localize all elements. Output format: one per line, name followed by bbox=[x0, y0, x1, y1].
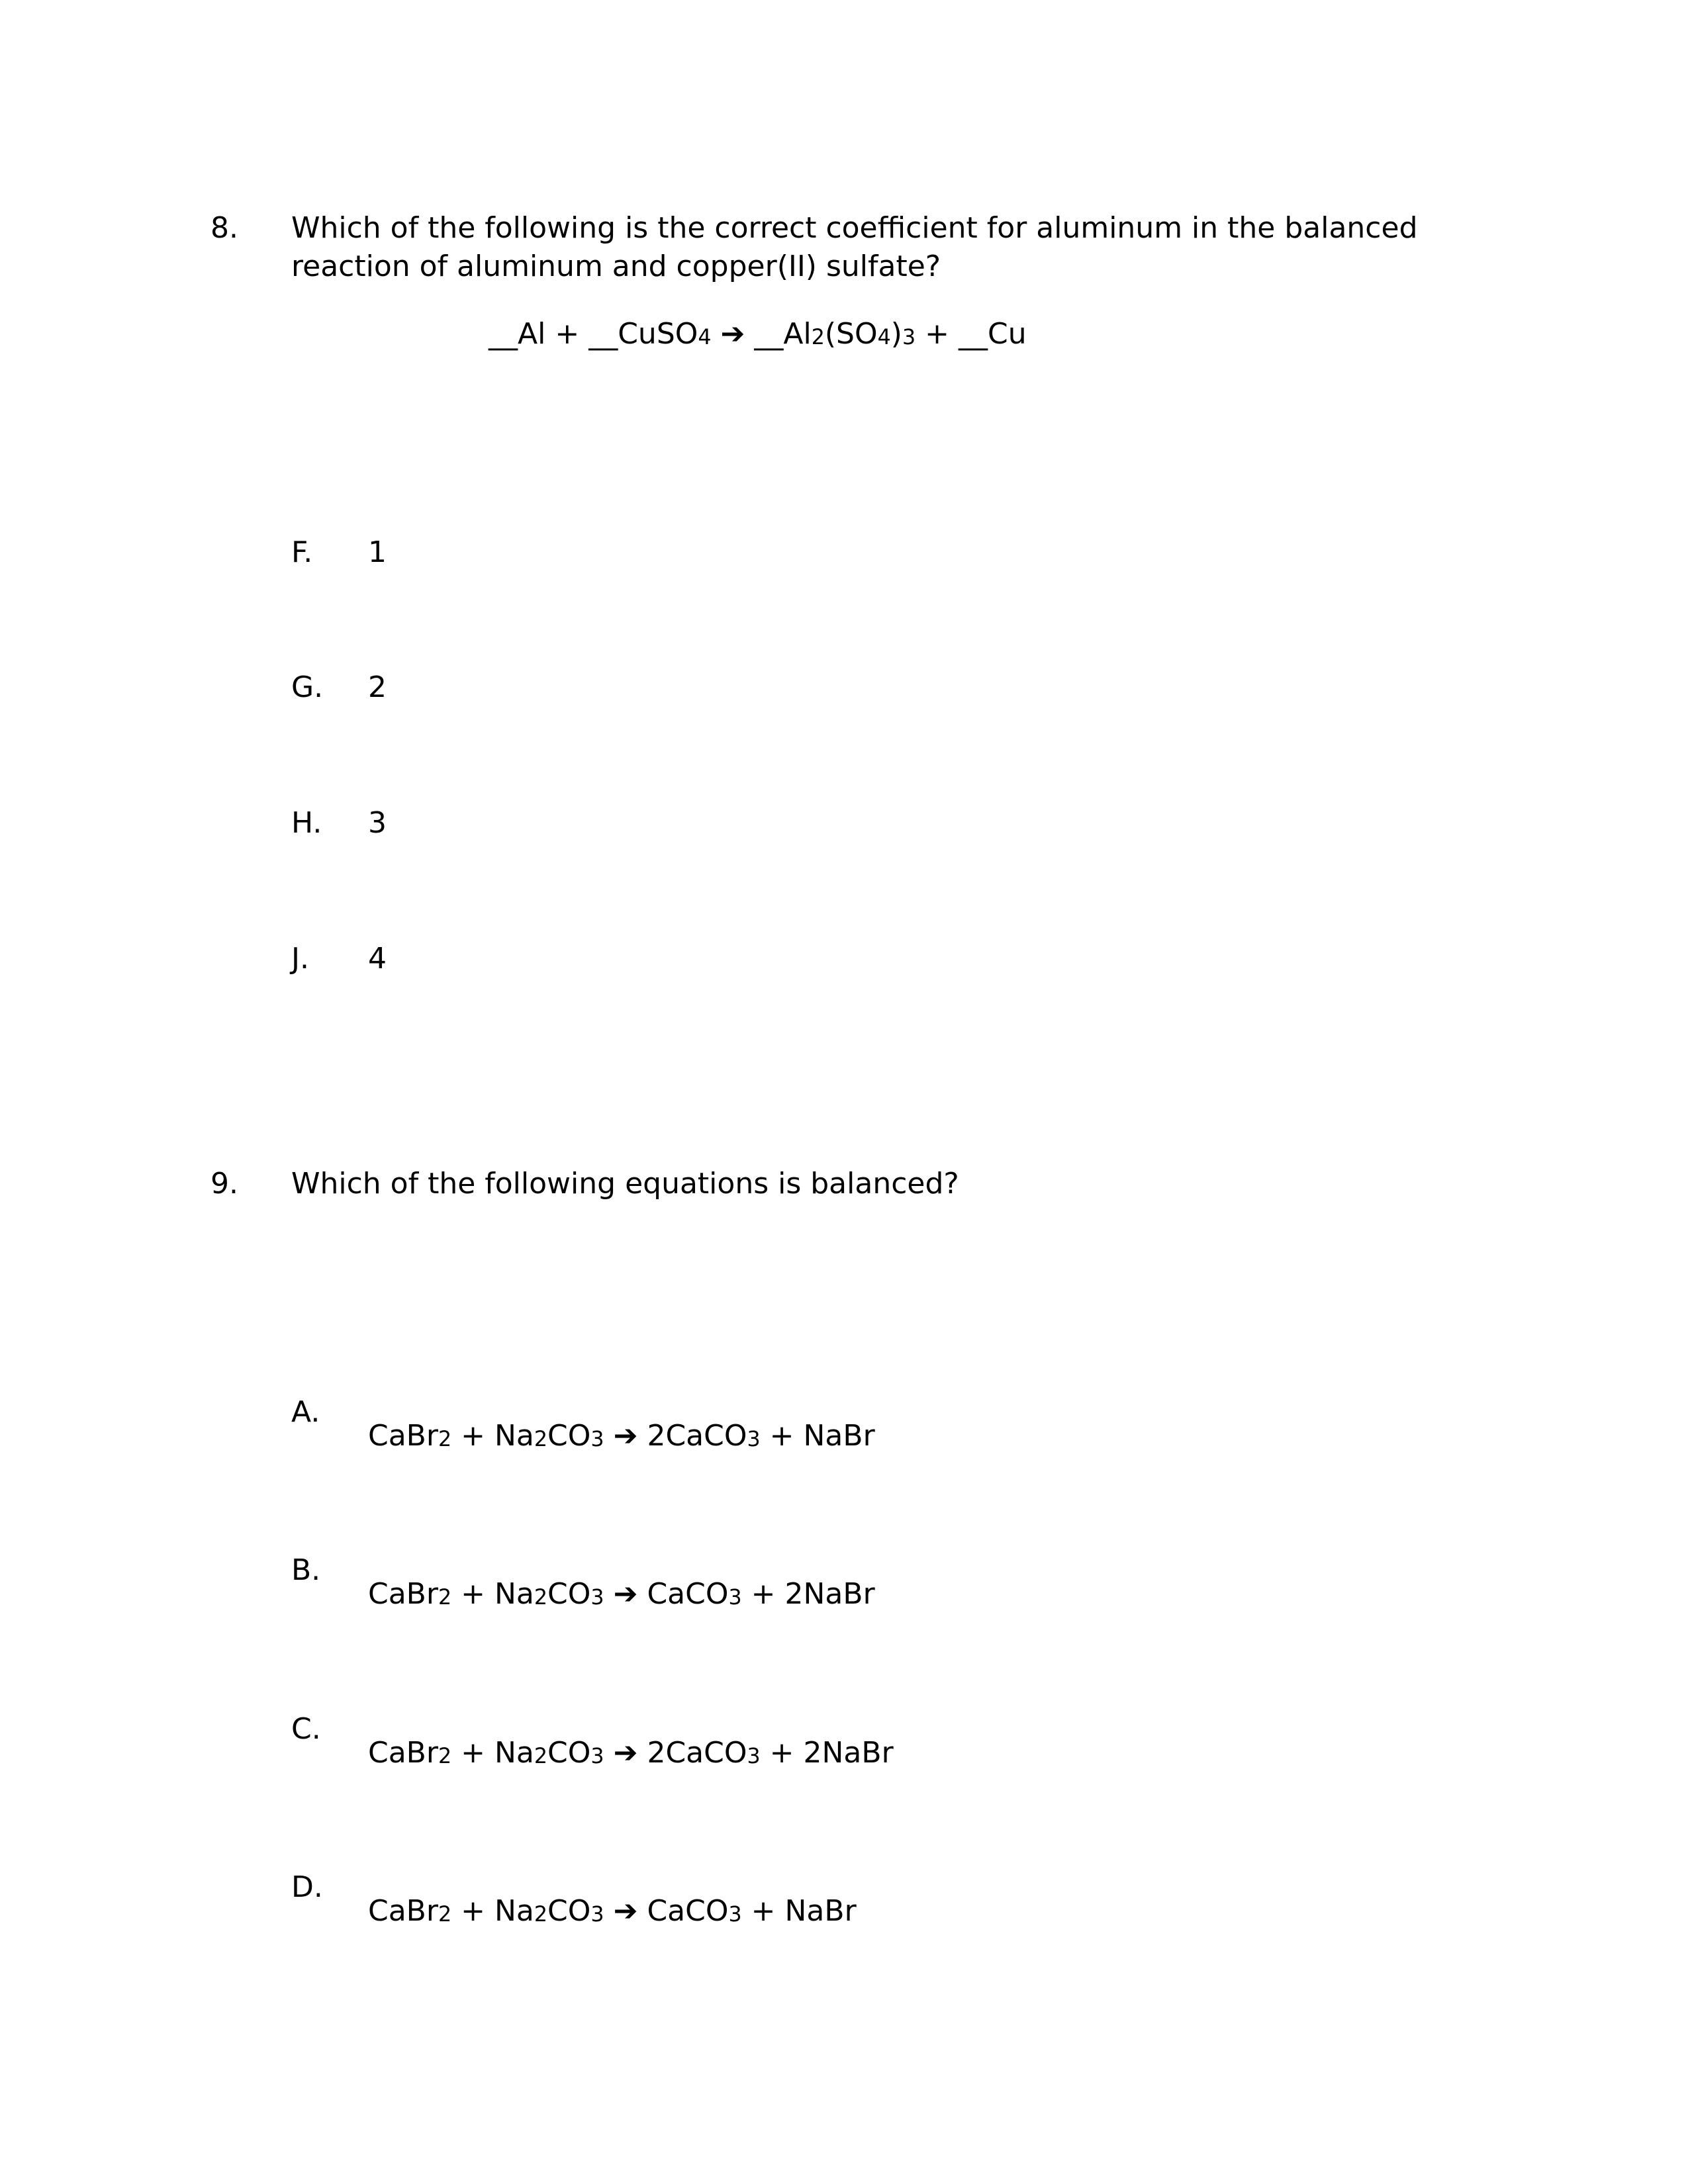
aluminum: Al bbox=[518, 317, 546, 351]
subscript: 3 bbox=[590, 1903, 604, 1927]
subscript: 2 bbox=[534, 1428, 548, 1452]
blank: __ bbox=[588, 317, 618, 351]
aluminum-sulfate: Al bbox=[783, 317, 812, 351]
subscript: 2 bbox=[534, 1586, 548, 1610]
subscript: 2 bbox=[534, 1745, 548, 1769]
question-8-text-line2: reaction of aluminum and copper(II) sulfate? bbox=[291, 250, 941, 283]
carbonate: CO bbox=[547, 1736, 591, 1770]
calcium-bromide: CaBr bbox=[368, 1419, 438, 1453]
plus-sign: + bbox=[769, 1736, 794, 1770]
plus-sign: + bbox=[769, 1419, 794, 1453]
subscript: 2 bbox=[438, 1745, 452, 1769]
copper: Cu bbox=[987, 317, 1027, 351]
plus-sign: + bbox=[555, 317, 580, 351]
coefficient: 2 bbox=[647, 1736, 666, 1770]
plus-sign: + bbox=[751, 1577, 776, 1611]
option-a-label: A. bbox=[291, 1395, 320, 1429]
option-d-equation bbox=[368, 1894, 857, 1928]
subscript: 3 bbox=[747, 1745, 761, 1769]
coefficient: 2 bbox=[784, 1577, 804, 1611]
option-j-label: J. bbox=[291, 942, 309, 976]
close-paren: ) bbox=[890, 317, 902, 351]
subscript: 3 bbox=[590, 1586, 604, 1610]
plus-sign: + bbox=[925, 317, 949, 351]
subscript: 4 bbox=[877, 326, 891, 350]
option-h-value: 3 bbox=[368, 806, 387, 840]
question-8-equation bbox=[489, 317, 1027, 351]
question-9-text: Which of the following equations is balanced? bbox=[291, 1167, 959, 1201]
carbonate: CO bbox=[547, 1419, 591, 1453]
subscript: 3 bbox=[590, 1745, 604, 1769]
question-8-text bbox=[291, 209, 1418, 286]
reaction-arrow-icon: ➔ bbox=[613, 1419, 638, 1453]
reaction-arrow-icon: ➔ bbox=[613, 1736, 638, 1770]
calcium-bromide: CaBr bbox=[368, 1736, 438, 1770]
calcium-carbonate: CaCO bbox=[647, 1577, 729, 1611]
subscript: 3 bbox=[590, 1428, 604, 1452]
subscript: 2 bbox=[438, 1586, 452, 1610]
sodium: Na bbox=[494, 1736, 534, 1770]
plus-sign: + bbox=[461, 1894, 485, 1928]
question-8-number: 8. bbox=[211, 211, 238, 245]
question-8-text-line1: Which of the following is the correct coefficient for aluminum in the balanced bbox=[291, 211, 1418, 245]
calcium-carbonate: CaCO bbox=[665, 1419, 747, 1453]
sodium-bromide: NaBr bbox=[821, 1736, 894, 1770]
option-f-value: 1 bbox=[368, 535, 387, 569]
sodium-bromide: NaBr bbox=[803, 1419, 875, 1453]
coefficient: 2 bbox=[803, 1736, 822, 1770]
subscript: 2 bbox=[811, 326, 825, 350]
blank: __ bbox=[754, 317, 784, 351]
calcium-bromide: CaBr bbox=[368, 1894, 438, 1928]
sodium: Na bbox=[494, 1894, 534, 1928]
carbonate: CO bbox=[547, 1894, 591, 1928]
option-a-equation bbox=[368, 1419, 875, 1453]
plus-sign: + bbox=[751, 1894, 776, 1928]
option-g-label: G. bbox=[291, 670, 324, 704]
blank: __ bbox=[958, 317, 988, 351]
sodium-bromide: NaBr bbox=[803, 1577, 875, 1611]
plus-sign: + bbox=[461, 1419, 485, 1453]
option-f-label: F. bbox=[291, 535, 313, 569]
option-c-equation bbox=[368, 1736, 894, 1770]
reaction-arrow-icon: ➔ bbox=[613, 1894, 638, 1928]
subscript: 3 bbox=[728, 1586, 742, 1610]
option-g-value: 2 bbox=[368, 670, 387, 704]
blank: __ bbox=[489, 317, 518, 351]
sodium: Na bbox=[494, 1577, 534, 1611]
sodium-bromide: NaBr bbox=[784, 1894, 857, 1928]
calcium-carbonate: CaCO bbox=[647, 1894, 729, 1928]
calcium-carbonate: CaCO bbox=[665, 1736, 747, 1770]
subscript: 2 bbox=[534, 1903, 548, 1927]
reaction-arrow-icon: ➔ bbox=[720, 317, 745, 351]
coefficient: 2 bbox=[647, 1419, 666, 1453]
sodium: Na bbox=[494, 1419, 534, 1453]
plus-sign: + bbox=[461, 1736, 485, 1770]
carbonate: CO bbox=[547, 1577, 591, 1611]
subscript: 2 bbox=[438, 1903, 452, 1927]
subscript: 3 bbox=[728, 1903, 742, 1927]
option-c-label: C. bbox=[291, 1712, 321, 1746]
option-j-value: 4 bbox=[368, 942, 387, 976]
sulfate-group: (SO bbox=[824, 317, 878, 351]
question-9-number: 9. bbox=[211, 1167, 238, 1201]
calcium-bromide: CaBr bbox=[368, 1577, 438, 1611]
plus-sign: + bbox=[461, 1577, 485, 1611]
option-h-label: H. bbox=[291, 806, 322, 840]
option-b-label: B. bbox=[291, 1553, 321, 1587]
option-b-equation bbox=[368, 1577, 875, 1611]
subscript: 2 bbox=[438, 1428, 452, 1452]
subscript: 3 bbox=[747, 1428, 761, 1452]
subscript: 4 bbox=[698, 326, 712, 350]
reaction-arrow-icon: ➔ bbox=[613, 1577, 638, 1611]
option-d-label: D. bbox=[291, 1870, 323, 1904]
copper-sulfate: CuSO bbox=[618, 317, 698, 351]
subscript: 3 bbox=[902, 326, 916, 350]
